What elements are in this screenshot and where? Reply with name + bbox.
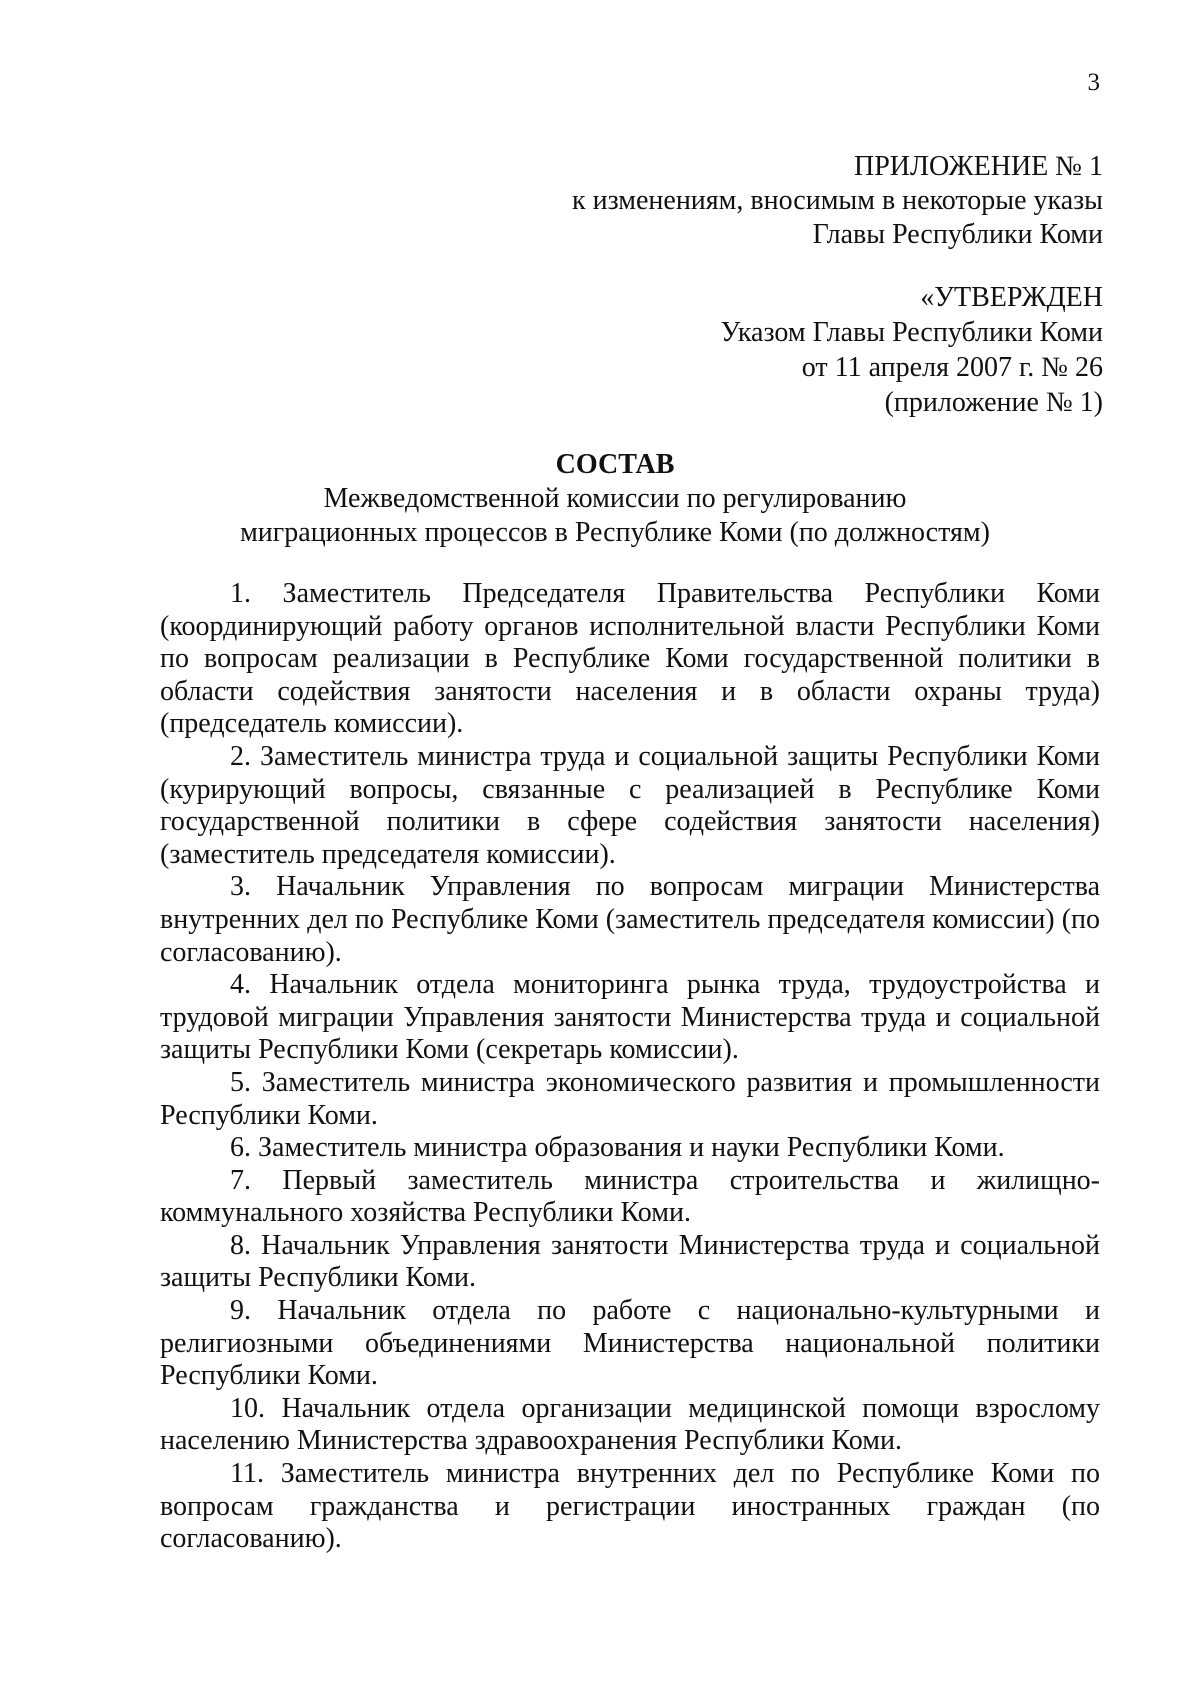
member-item-1: 1. Заместитель Председателя Правительства Республики Коми (координирующий работу органов исполнительной власти Республики Коми по вопросам реализации в Республике Коми государственной политики в области содействия занятости населения и в области охраны труда) (председатель комиссии). [160, 578, 1100, 740]
approval-appendix-ref: (приложение № 1) [884, 387, 1103, 418]
appendix-subject-line-1: к изменениям, вносимым в некоторые указы [572, 185, 1103, 216]
member-item-6: 6. Заместитель министра образования и науки Республики Коми. [230, 1132, 1005, 1164]
doc-subtitle-line-2: миграционных процессов в Республике Коми (по должностям) [240, 517, 990, 548]
member-item-3: 3. Начальник Управления по вопросам миграции Министерства внутренних дел по Республике Коми (заместитель председателя комиссии) (по согласованию). [160, 871, 1100, 968]
doc-subtitle-line-1: Межведомственной комиссии по регулированию [323, 483, 907, 514]
appendix-header [572, 150, 1103, 252]
approval-mark: «УТВЕРЖДЕН [920, 282, 1103, 313]
approval-block [721, 280, 1103, 420]
page-number: 3 [1087, 69, 1100, 96]
member-item-7: 7. Первый заместитель министра строительства и жилищно-коммунального хозяйства Республики Коми. [160, 1164, 1100, 1229]
member-item-4: 4. Начальник отдела мониторинга рынка труда, трудоустройства и трудовой миграции Управления занятости Министерства труда и социальной защиты Республики Коми (секретарь комиссии). [160, 969, 1100, 1066]
doc-title: СОСТАВ [555, 449, 675, 480]
members-list [160, 578, 1100, 1556]
member-item-5: 5. Заместитель министра экономического развития и промышленности Республики Коми. [160, 1066, 1100, 1131]
appendix-number: ПРИЛОЖЕНИЕ № 1 [854, 151, 1103, 182]
member-item-11: 11. Заместитель министра внутренних дел по Республике Коми по вопросам гражданства и регистрации иностранных граждан (по согласованию). [160, 1458, 1100, 1555]
appendix-subject-line-2: Главы Республики Коми [812, 219, 1103, 250]
member-item-2: 2. Заместитель министра труда и социальной защиты Республики Коми (курирующий вопросы, связанные с реализацией в Республике Коми государственной политики в сфере содействия занятости населения) (заместитель председателя комиссии). [160, 740, 1100, 870]
approval-authority: Указом Главы Республики Коми [720, 317, 1103, 348]
approval-date: от 11 апреля 2007 г. № 26 [801, 352, 1103, 383]
title-block [130, 448, 1100, 550]
member-item-9: 9. Начальник отдела по работе с национально-культурными и религиозными объединениями Министерства национальной политики Республики Коми. [160, 1295, 1100, 1392]
member-item-8: 8. Начальник Управления занятости Министерства труда и социальной защиты Республики Коми. [160, 1229, 1100, 1294]
member-item-10: 10. Начальник отдела организации медицинской помощи взрослому населению Министерства здравоохранения Республики Коми. [160, 1392, 1100, 1457]
